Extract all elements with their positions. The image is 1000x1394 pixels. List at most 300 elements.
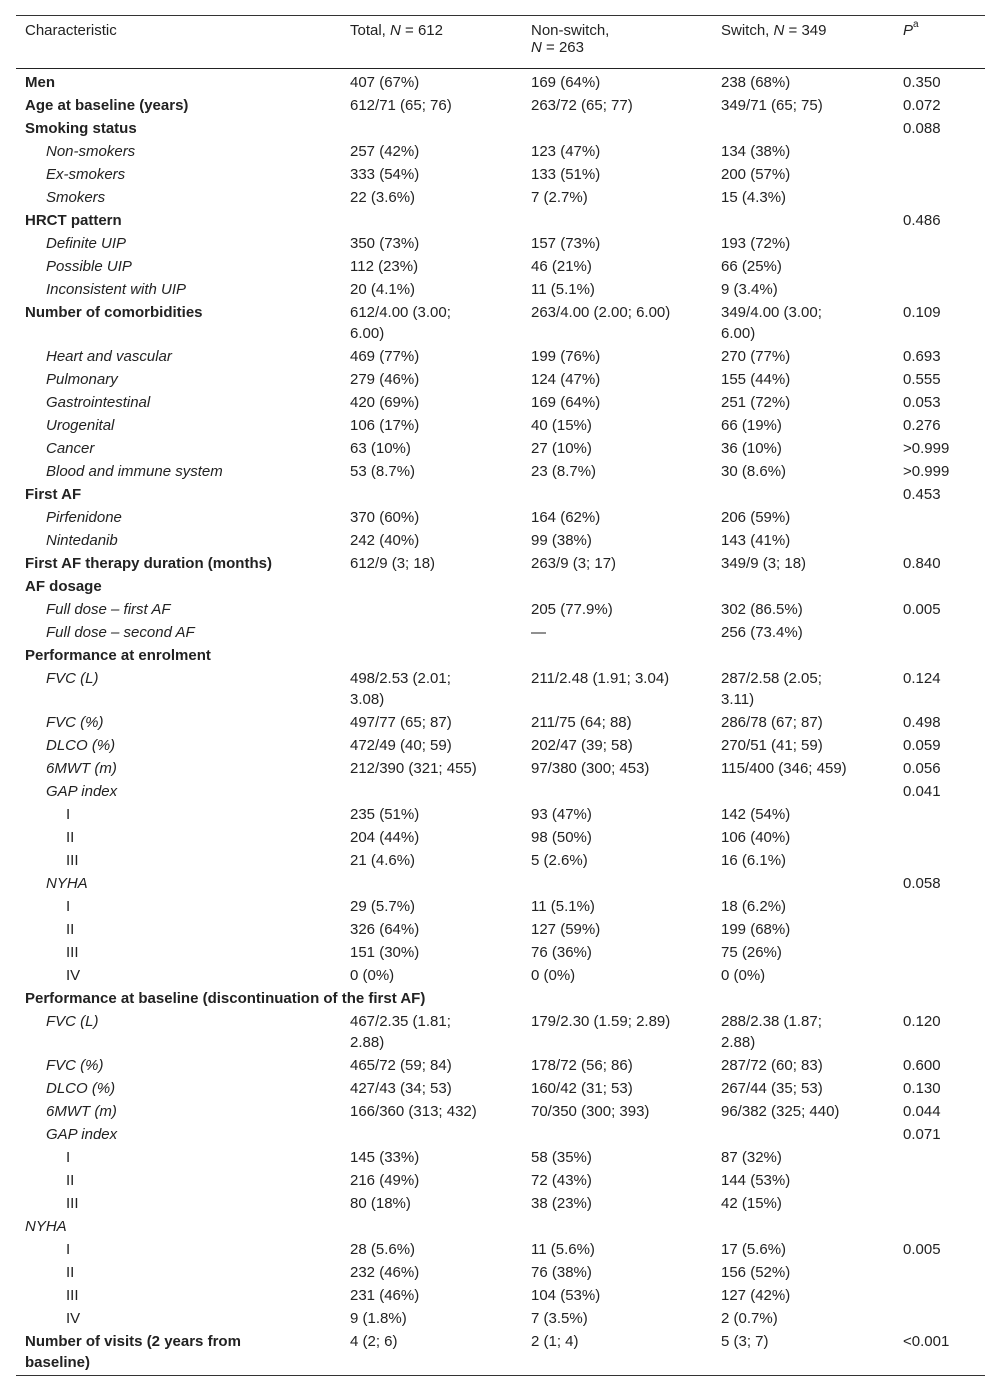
row-label: Full dose – first AF <box>46 601 171 618</box>
total-cell: 20 (4.1%) <box>350 281 416 298</box>
row-label: Possible UIP <box>46 258 132 275</box>
p-value-cell <box>894 1147 985 1168</box>
table-row <box>16 668 985 710</box>
row-label: I <box>66 806 71 823</box>
table-row <box>16 942 985 963</box>
switch-cell: 256 (73.4%) <box>721 624 803 641</box>
table-row <box>16 645 985 666</box>
p-value-cell <box>894 530 985 551</box>
total-cell: 612/4.00 (3.00; 6.00) <box>350 304 451 342</box>
row-label: First AF therapy duration (months) <box>25 555 272 572</box>
non-switch-cell: — <box>531 624 546 641</box>
table-row <box>16 346 985 367</box>
p-value-cell <box>894 804 985 825</box>
non-switch-cell: 263/4.00 (2.00; 6.00) <box>531 304 671 321</box>
total-cell: 212/390 (321; 455) <box>350 760 477 777</box>
table-row <box>16 1262 985 1283</box>
total-cell <box>341 576 522 597</box>
total-cell: 28 (5.6%) <box>350 1241 416 1258</box>
non-switch-cell: 205 (77.9%) <box>531 601 613 618</box>
switch-cell: 270/51 (41; 59) <box>721 737 823 754</box>
switch-cell: 200 (57%) <box>721 166 791 183</box>
table-row <box>16 576 985 597</box>
table-row <box>16 256 985 277</box>
total-cell: 420 (69%) <box>350 394 420 411</box>
table-row <box>16 187 985 208</box>
row-label: Smokers <box>46 189 106 206</box>
total-cell <box>341 1216 522 1237</box>
switch-cell: 15 (4.3%) <box>721 189 787 206</box>
row-label: FVC (%) <box>46 1057 104 1074</box>
p-value-cell <box>894 919 985 940</box>
total-cell <box>341 622 522 643</box>
switch-cell: 270 (77%) <box>721 348 791 365</box>
switch-cell <box>712 1124 894 1145</box>
non-switch-cell: 99 (38%) <box>531 532 592 549</box>
p-value-cell: 0.124 <box>903 670 941 687</box>
non-switch-cell: 11 (5.1%) <box>531 281 595 298</box>
non-switch-cell: 123 (47%) <box>531 143 601 160</box>
p-value-cell <box>894 233 985 254</box>
total-cell: 242 (40%) <box>350 532 420 549</box>
row-label: HRCT pattern <box>25 212 122 229</box>
row-label: III <box>66 852 79 869</box>
total-cell <box>341 599 522 620</box>
table-row <box>16 1078 985 1099</box>
p-value-cell <box>894 1170 985 1191</box>
table-row <box>16 210 985 231</box>
table-body <box>16 69 985 1373</box>
non-switch-cell: 11 (5.6%) <box>531 1241 595 1258</box>
p-value-cell <box>894 279 985 300</box>
p-value-cell: 0.120 <box>903 1013 941 1030</box>
switch-cell: 75 (26%) <box>721 944 782 961</box>
table-row <box>16 233 985 254</box>
switch-cell <box>712 484 894 505</box>
switch-cell: 199 (68%) <box>721 921 791 938</box>
switch-cell <box>712 781 894 802</box>
row-label: Performance at baseline (discontinuation of the first AF) <box>25 990 426 1007</box>
non-switch-cell: 160/42 (31; 53) <box>531 1080 633 1097</box>
table-row <box>16 392 985 413</box>
non-switch-cell: 211/2.48 (1.91; 3.04) <box>531 670 670 687</box>
row-label: Pirfenidone <box>46 509 122 526</box>
table-row <box>16 827 985 848</box>
row-label: IV <box>66 967 81 984</box>
switch-cell: 17 (5.6%) <box>721 1241 787 1258</box>
table-row <box>16 1011 985 1053</box>
total-cell: 612/71 (65; 76) <box>350 97 452 114</box>
row-label: 6MWT (m) <box>46 1103 117 1120</box>
total-cell <box>341 1124 522 1145</box>
p-value-cell <box>894 507 985 528</box>
p-value-cell <box>894 622 985 643</box>
table-row <box>16 1308 985 1329</box>
table-row <box>16 850 985 871</box>
p-value-cell: 0.498 <box>903 714 941 731</box>
p-value-cell: 0.693 <box>903 348 941 365</box>
table-row <box>16 1331 985 1373</box>
non-switch-cell: 38 (23%) <box>531 1195 592 1212</box>
p-value-cell <box>894 942 985 963</box>
non-switch-cell <box>522 576 712 597</box>
total-cell: 467/2.35 (1.81; 2.88) <box>350 1013 451 1051</box>
p-value-cell: 0.071 <box>903 1126 941 1143</box>
total-cell: 231 (46%) <box>350 1287 420 1304</box>
non-switch-cell <box>522 484 712 505</box>
row-label: III <box>66 1287 79 1304</box>
row-label: Full dose – second AF <box>46 624 195 641</box>
p-value-cell <box>894 576 985 597</box>
total-cell: 279 (46%) <box>350 371 420 388</box>
table-row <box>16 919 985 940</box>
switch-cell: 287/72 (60; 83) <box>721 1057 823 1074</box>
switch-cell: 5 (3; 7) <box>721 1333 769 1350</box>
row-label: DLCO (%) <box>46 1080 116 1097</box>
table-row <box>16 141 985 162</box>
header-p-value: $P^a$ <box>903 19 919 39</box>
non-switch-cell <box>522 210 712 231</box>
switch-cell: 155 (44%) <box>721 371 791 388</box>
p-value-cell: 0.088 <box>903 120 941 137</box>
p-value-cell: 0.600 <box>903 1057 941 1074</box>
table-row <box>16 118 985 139</box>
total-cell: 151 (30%) <box>350 944 420 961</box>
table-row <box>16 599 985 620</box>
switch-cell: 156 (52%) <box>721 1264 791 1281</box>
p-value-cell: 0.041 <box>903 783 941 800</box>
total-cell: 29 (5.7%) <box>350 898 416 915</box>
switch-cell: 96/382 (325; 440) <box>721 1103 840 1120</box>
total-cell <box>341 873 522 894</box>
p-value-cell <box>894 645 985 666</box>
total-cell: 257 (42%) <box>350 143 420 160</box>
row-label: I <box>66 1241 71 1258</box>
total-cell: 333 (54%) <box>350 166 420 183</box>
non-switch-cell <box>522 1124 712 1145</box>
row-label: Heart and vascular <box>46 348 172 365</box>
total-cell: 326 (64%) <box>350 921 420 938</box>
table-row <box>16 758 985 779</box>
switch-cell: 206 (59%) <box>721 509 791 526</box>
switch-cell: 2 (0.7%) <box>721 1310 778 1327</box>
non-switch-cell <box>522 988 712 1009</box>
total-cell <box>341 484 522 505</box>
characteristics-table <box>16 15 985 1376</box>
non-switch-cell: 76 (36%) <box>531 944 592 961</box>
switch-cell: 287/2.58 (2.05; 3.11) <box>721 670 822 708</box>
table-row <box>16 1147 985 1168</box>
total-cell: 235 (51%) <box>350 806 420 823</box>
table-row <box>16 781 985 802</box>
switch-cell: 286/78 (67; 87) <box>721 714 823 731</box>
table-row <box>16 1124 985 1145</box>
p-value-cell <box>894 164 985 185</box>
row-label: NYHA <box>25 1218 67 1235</box>
total-cell: 204 (44%) <box>350 829 420 846</box>
header-characteristic: Characteristic <box>25 22 117 39</box>
row-label: Cancer <box>46 440 95 457</box>
row-label: Gastrointestinal <box>46 394 151 411</box>
switch-cell: 9 (3.4%) <box>721 281 778 298</box>
p-value-cell <box>894 896 985 917</box>
row-label: III <box>66 1195 79 1212</box>
table-row <box>16 1216 985 1237</box>
p-value-cell: 0.130 <box>903 1080 941 1097</box>
row-label: II <box>66 1264 75 1281</box>
non-switch-cell: 133 (51%) <box>531 166 601 183</box>
switch-cell <box>712 645 894 666</box>
non-switch-cell <box>522 1216 712 1237</box>
non-switch-cell: 179/2.30 (1.59; 2.89) <box>531 1013 671 1030</box>
p-value-cell: 0.350 <box>903 74 941 91</box>
total-cell: 232 (46%) <box>350 1264 420 1281</box>
switch-cell: 349/9 (3; 18) <box>721 555 807 572</box>
switch-cell: 193 (72%) <box>721 235 791 252</box>
row-label: I <box>66 898 71 915</box>
p-value-cell <box>894 141 985 162</box>
non-switch-cell: 178/72 (56; 86) <box>531 1057 633 1074</box>
non-switch-cell: 98 (50%) <box>531 829 592 846</box>
non-switch-cell: 199 (76%) <box>531 348 601 365</box>
non-switch-cell: 124 (47%) <box>531 371 601 388</box>
non-switch-cell: 11 (5.1%) <box>531 898 595 915</box>
p-value-cell: 0.059 <box>903 737 941 754</box>
switch-cell: 142 (54%) <box>721 806 791 823</box>
p-value-cell: 0.005 <box>903 601 941 618</box>
switch-cell: 0 (0%) <box>721 967 766 984</box>
p-value-cell <box>894 988 985 1009</box>
row-label: FVC (L) <box>46 670 99 687</box>
table-header-row <box>16 16 985 68</box>
switch-cell <box>712 118 894 139</box>
table-row <box>16 415 985 436</box>
table-row <box>16 1101 985 1122</box>
table-row <box>16 804 985 825</box>
row-label: GAP index <box>46 783 118 800</box>
switch-cell: 238 (68%) <box>721 74 791 91</box>
non-switch-cell: 72 (43%) <box>531 1172 592 1189</box>
total-cell: 63 (10%) <box>350 440 411 457</box>
p-value-cell: 0.276 <box>903 417 941 434</box>
row-label: Non-smokers <box>46 143 136 160</box>
table-row <box>16 622 985 643</box>
non-switch-cell: 164 (62%) <box>531 509 601 526</box>
row-label: Age at baseline (years) <box>25 97 189 114</box>
p-value-cell <box>894 965 985 986</box>
p-value-cell <box>894 850 985 871</box>
p-value-cell <box>894 1216 985 1237</box>
non-switch-cell: 76 (38%) <box>531 1264 592 1281</box>
table-row <box>16 712 985 733</box>
table-row <box>16 438 985 459</box>
switch-cell: 115/400 (346; 459) <box>721 760 847 777</box>
total-cell: 53 (8.7%) <box>350 463 416 480</box>
table-row <box>16 484 985 505</box>
table-row <box>16 461 985 482</box>
table-row <box>16 735 985 756</box>
switch-cell: 302 (86.5%) <box>721 601 803 618</box>
row-label: Inconsistent with UIP <box>46 281 187 298</box>
row-label: FVC (L) <box>46 1013 99 1030</box>
total-cell: 465/72 (59; 84) <box>350 1057 452 1074</box>
switch-cell: 106 (40%) <box>721 829 791 846</box>
total-cell: 612/9 (3; 18) <box>350 555 436 572</box>
switch-cell: 349/4.00 (3.00; 6.00) <box>721 304 822 342</box>
table-row <box>16 1055 985 1076</box>
total-cell: 216 (49%) <box>350 1172 420 1189</box>
p-value-cell: >0.999 <box>903 440 950 457</box>
non-switch-cell: 127 (59%) <box>531 921 601 938</box>
total-cell: 106 (17%) <box>350 417 420 434</box>
table-row <box>16 164 985 185</box>
non-switch-cell: 2 (1; 4) <box>531 1333 579 1350</box>
row-label: GAP index <box>46 1126 118 1143</box>
non-switch-cell: 46 (21%) <box>531 258 592 275</box>
table-row <box>16 965 985 986</box>
non-switch-cell: 263/72 (65; 77) <box>531 97 633 114</box>
total-cell: 350 (73%) <box>350 235 420 252</box>
non-switch-cell: 169 (64%) <box>531 394 601 411</box>
row-label: First AF <box>25 486 82 503</box>
p-value-cell: 0.109 <box>903 304 941 321</box>
total-cell: 472/49 (40; 59) <box>350 737 452 754</box>
total-cell: 4 (2; 6) <box>350 1333 398 1350</box>
non-switch-cell: 23 (8.7%) <box>531 463 597 480</box>
table-row <box>16 279 985 300</box>
switch-cell: 251 (72%) <box>721 394 791 411</box>
header-non-switch: Non-switch, N = 263 <box>531 22 610 56</box>
table-row <box>16 530 985 551</box>
switch-cell: 42 (15%) <box>721 1195 782 1212</box>
total-cell <box>341 781 522 802</box>
row-label: DLCO (%) <box>46 737 116 754</box>
total-cell: 145 (33%) <box>350 1149 420 1166</box>
total-cell: 370 (60%) <box>350 509 420 526</box>
p-value-cell: <0.001 <box>903 1333 950 1350</box>
row-label: IV <box>66 1310 81 1327</box>
p-value-cell: 0.072 <box>903 97 941 114</box>
table-row <box>16 873 985 894</box>
switch-cell: 288/2.38 (1.87; 2.88) <box>721 1013 822 1051</box>
switch-cell: 134 (38%) <box>721 143 791 160</box>
row-label: Pulmonary <box>46 371 118 388</box>
non-switch-cell: 157 (73%) <box>531 235 601 252</box>
table-row <box>16 72 985 93</box>
p-value-cell <box>894 1285 985 1306</box>
table-row <box>16 1285 985 1306</box>
total-cell <box>341 988 522 1009</box>
switch-cell <box>712 1216 894 1237</box>
total-cell: 112 (23%) <box>350 258 419 275</box>
row-label: 6MWT (m) <box>46 760 117 777</box>
p-value-cell: >0.999 <box>903 463 950 480</box>
row-label: Urogenital <box>46 417 115 434</box>
table-row <box>16 369 985 390</box>
switch-cell: 30 (8.6%) <box>721 463 787 480</box>
row-label: Definite UIP <box>46 235 127 252</box>
total-cell: 80 (18%) <box>350 1195 411 1212</box>
non-switch-cell: 40 (15%) <box>531 417 592 434</box>
total-cell: 407 (67%) <box>350 74 420 91</box>
total-cell: 498/2.53 (2.01; 3.08) <box>350 670 451 708</box>
total-cell: 497/77 (65; 87) <box>350 714 452 731</box>
row-label: Number of visits (2 years from baseline) <box>25 1333 241 1371</box>
non-switch-cell: 58 (35%) <box>531 1149 592 1166</box>
table-row <box>16 896 985 917</box>
row-label: Number of comorbidities <box>25 304 203 321</box>
total-cell <box>341 118 522 139</box>
p-value-cell: 0.453 <box>903 486 941 503</box>
row-label: III <box>66 944 79 961</box>
switch-cell <box>712 988 894 1009</box>
non-switch-cell: 263/9 (3; 17) <box>531 555 617 572</box>
table-row <box>16 507 985 528</box>
non-switch-cell: 7 (2.7%) <box>531 189 588 206</box>
row-label: Men <box>25 74 55 91</box>
header-total: Total, N = 612 <box>350 22 443 39</box>
row-label: Blood and immune system <box>46 463 223 480</box>
table-row <box>16 302 985 344</box>
switch-cell <box>712 576 894 597</box>
switch-cell: 16 (6.1%) <box>721 852 787 869</box>
p-value-cell <box>894 1193 985 1214</box>
total-cell: 22 (3.6%) <box>350 189 416 206</box>
p-value-cell <box>894 187 985 208</box>
p-value-cell: 0.058 <box>903 875 941 892</box>
non-switch-cell <box>522 781 712 802</box>
total-cell: 9 (1.8%) <box>350 1310 407 1327</box>
total-cell <box>341 210 522 231</box>
row-label: NYHA <box>46 875 88 892</box>
switch-cell: 127 (42%) <box>721 1287 791 1304</box>
switch-cell: 66 (25%) <box>721 258 782 275</box>
row-label: I <box>66 1149 71 1166</box>
p-value-cell <box>894 1308 985 1329</box>
row-label: AF dosage <box>25 578 102 595</box>
table-row <box>16 1193 985 1214</box>
non-switch-cell: 0 (0%) <box>531 967 576 984</box>
switch-cell: 144 (53%) <box>721 1172 791 1189</box>
switch-cell <box>712 210 894 231</box>
total-cell: 166/360 (313; 432) <box>350 1103 477 1120</box>
non-switch-cell: 202/47 (39; 58) <box>531 737 633 754</box>
switch-cell: 267/44 (35; 53) <box>721 1080 823 1097</box>
table-row <box>16 95 985 116</box>
row-label: II <box>66 829 75 846</box>
row-label: Ex-smokers <box>46 166 126 183</box>
p-value-cell: 0.053 <box>903 394 941 411</box>
non-switch-cell: 93 (47%) <box>531 806 592 823</box>
non-switch-cell: 27 (10%) <box>531 440 592 457</box>
switch-cell <box>712 873 894 894</box>
table-bottom-rule <box>16 1375 985 1376</box>
row-label: II <box>66 1172 75 1189</box>
switch-cell: 143 (41%) <box>721 532 791 549</box>
p-value-cell: 0.005 <box>903 1241 941 1258</box>
header-switch: Switch, N = 349 <box>721 22 827 39</box>
p-value-cell <box>894 256 985 277</box>
non-switch-cell: 7 (3.5%) <box>531 1310 588 1327</box>
table-row <box>16 1239 985 1260</box>
table-row <box>16 988 985 1009</box>
row-label: Performance at enrolment <box>25 647 211 664</box>
switch-cell: 36 (10%) <box>721 440 782 457</box>
p-value-cell <box>894 1262 985 1283</box>
row-label: II <box>66 921 75 938</box>
table-row <box>16 553 985 574</box>
p-value-cell: 0.044 <box>903 1103 941 1120</box>
